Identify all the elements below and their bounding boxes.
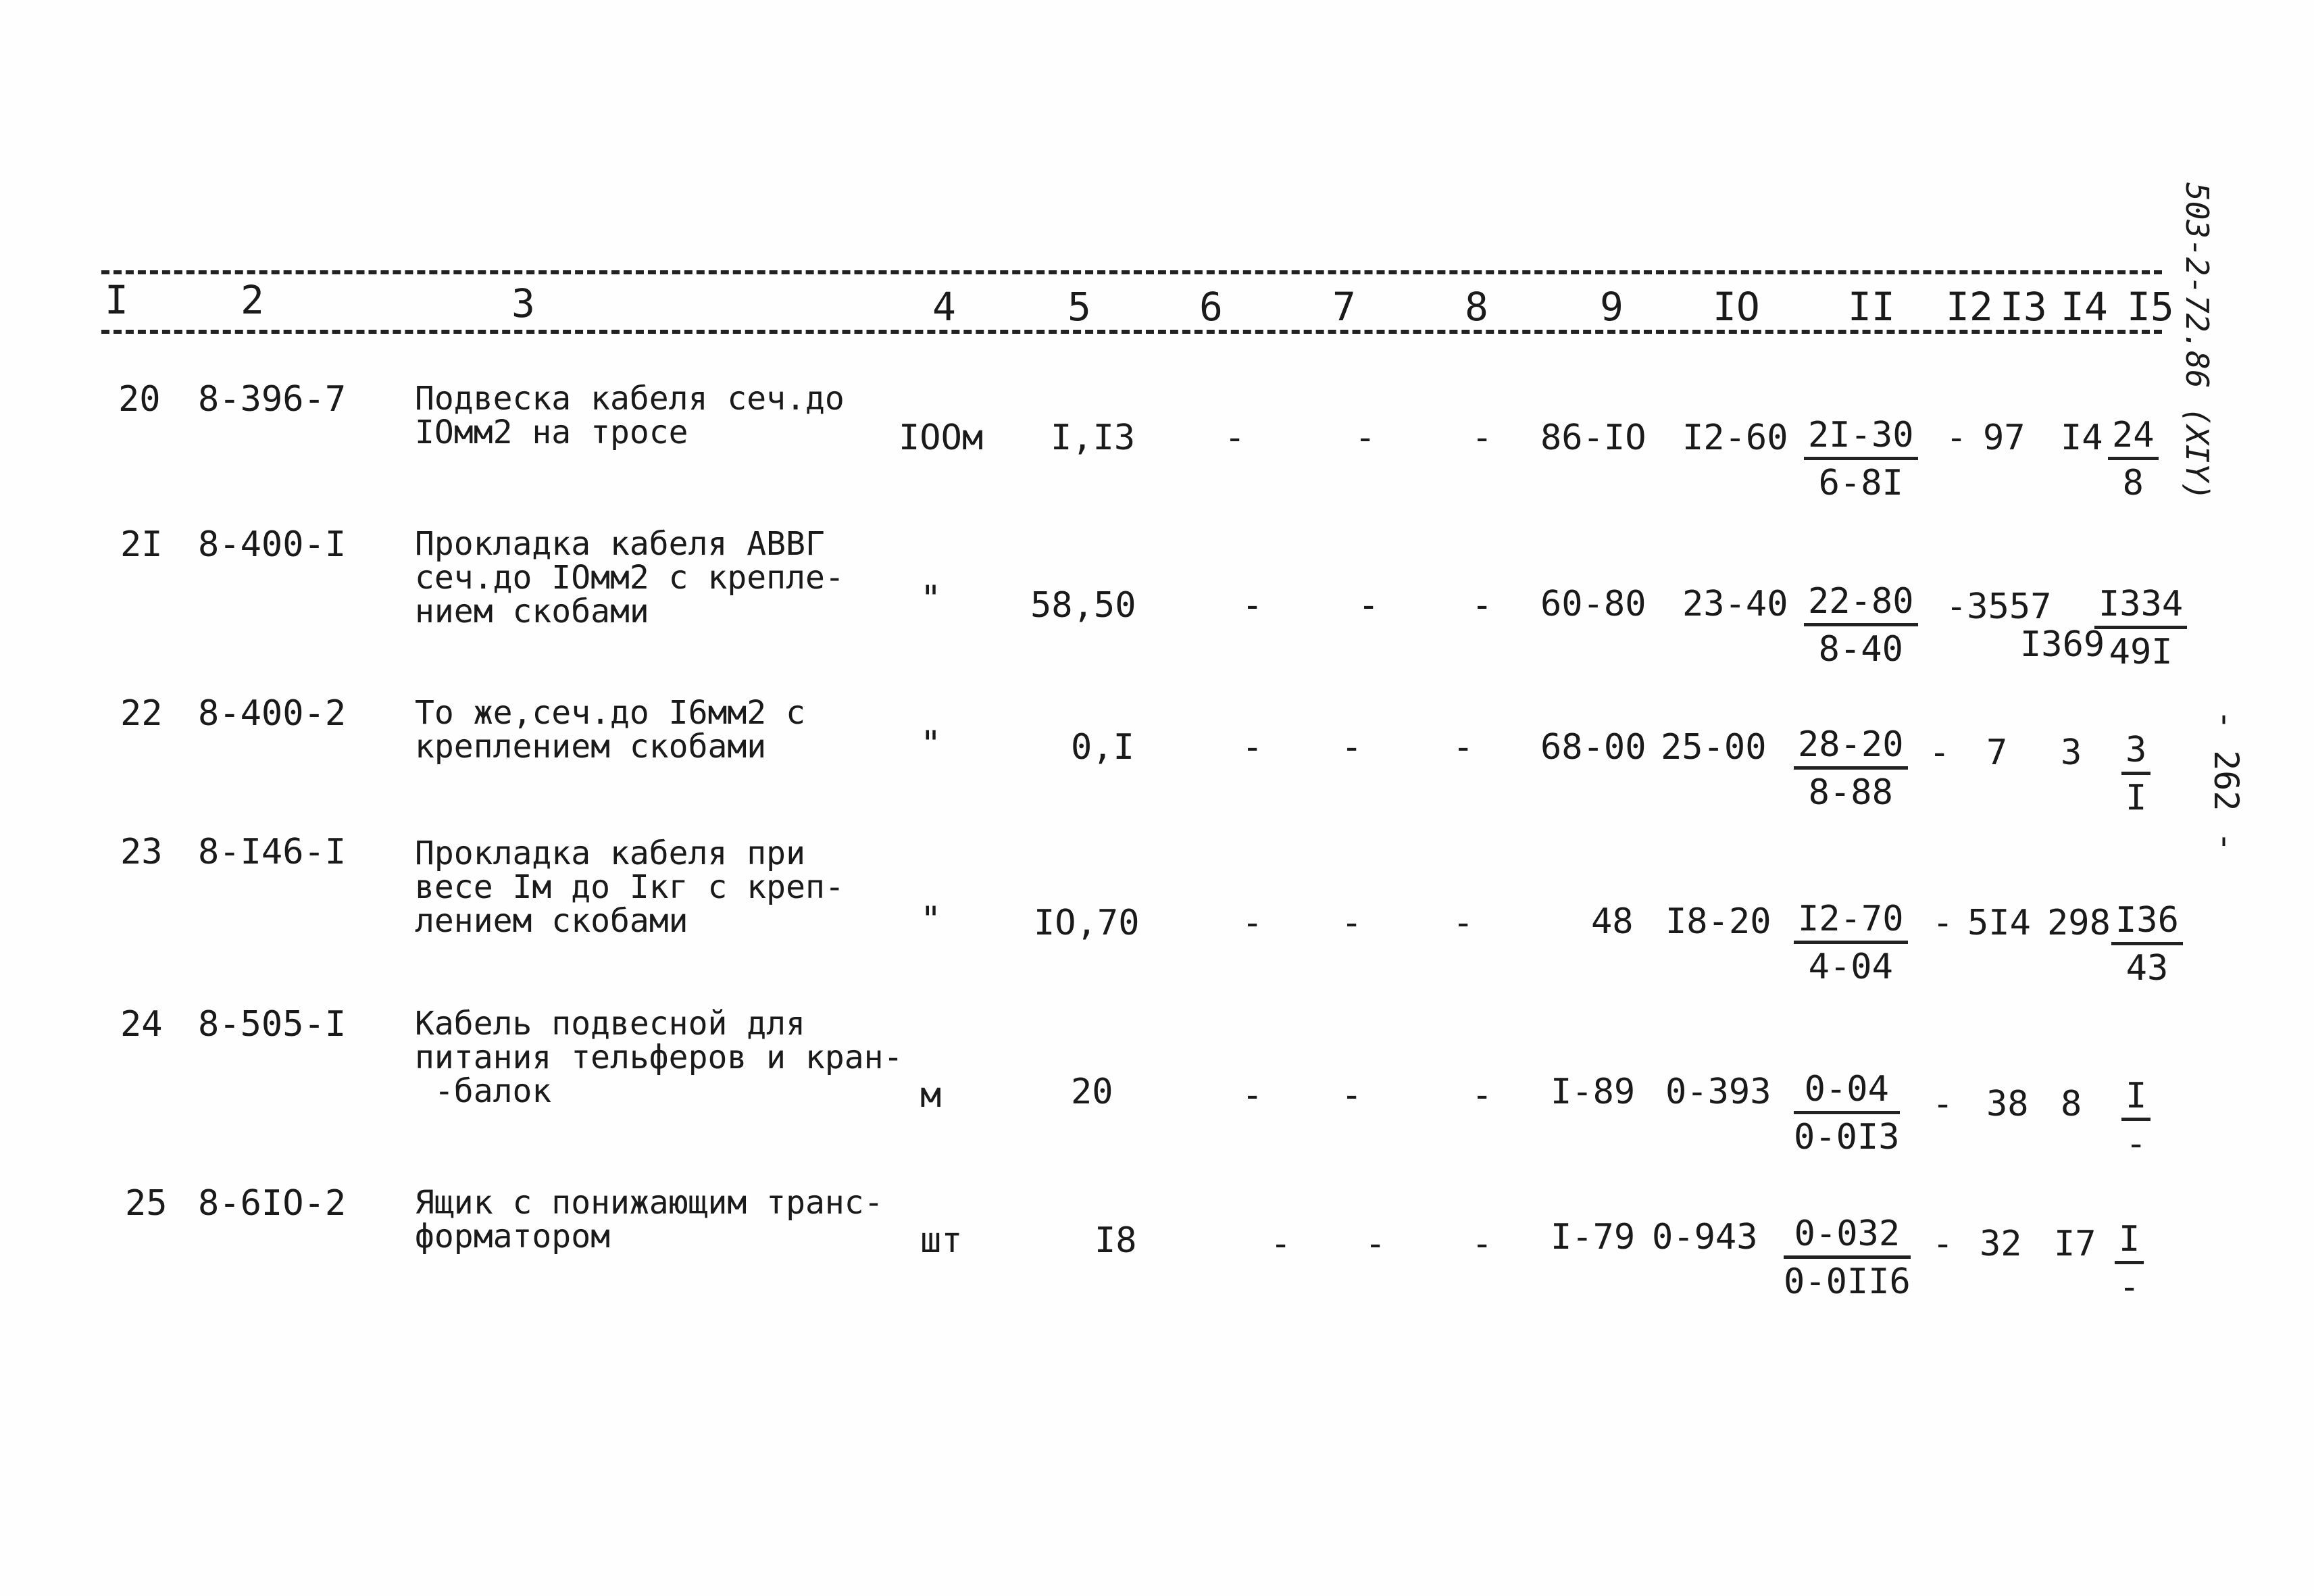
row-number: 20 [118,379,161,420]
col-15-denominator: - [2119,1267,2140,1307]
col-13-value: I369 [2020,624,2105,665]
col-header-5: 5 [1067,284,1091,330]
work-description: Прокладка кабеля при весе Iм до Iкг с креп- лением скобами [415,834,845,940]
quantity: IO,70 [1034,903,1140,943]
col-12-value: - [1946,418,1967,458]
col-8-value: - [1472,418,1493,458]
col-header-15: I5 [2127,284,2174,330]
header-bottom-rule [101,330,2162,334]
col-13-value: 7 [1986,732,2008,773]
col-7-value: - [1358,585,1380,626]
col-8-value: - [1472,585,1493,626]
price-code: 8-400-I [198,524,347,565]
col-6-value: - [1242,903,1263,943]
col-header-12: I2 [1946,284,1993,330]
col-9-value: I-89 [1551,1072,1636,1112]
price-code: 8-505-I [198,1004,347,1045]
col-6-value: - [1224,418,1246,458]
col-11-numerator: 22-80 [1804,584,1918,626]
col-9-value: 48 [1591,901,1634,942]
col-9-value: 60-80 [1540,584,1646,624]
col-11-fraction [1784,1214,1911,1302]
col-12-value: - [1929,732,1951,773]
col-8-value: - [1453,727,1474,768]
col-15-fraction [2121,1078,2150,1162]
quantity: 58,50 [1030,585,1136,626]
col-11-denominator: 8-88 [1808,772,1893,813]
col-11-fraction [1794,724,1908,813]
price-code: 8-400-2 [198,693,347,734]
col-header-1: I [105,277,128,323]
col-14-value: 3 [2061,732,2082,773]
col-header-11: II [1848,284,1895,330]
col-header-2: 2 [241,277,264,323]
col-12-value: -3557 [1946,587,2052,627]
col-10-value: 23-40 [1682,584,1788,624]
col-header-10: IO [1713,284,1760,330]
row-number: 2I [120,524,163,565]
col-11-denominator: 0-0II6 [1784,1262,1911,1302]
col-15-fraction [2094,584,2187,672]
col-10-value: 25-00 [1661,727,1767,768]
quantity: I,I3 [1051,418,1136,458]
col-9-value: 68-00 [1540,727,1646,768]
col-15-numerator: I36 [2111,903,2183,945]
col-7-value: - [1355,418,1376,458]
col-11-fraction [1804,415,1918,503]
col-header-6: 6 [1199,284,1223,330]
quantity: 20 [1071,1072,1113,1112]
col-11-numerator: 0-032 [1784,1216,1911,1259]
col-header-14: I4 [2061,284,2108,330]
row-number: 23 [120,832,163,872]
col-11-fraction [1794,899,1908,987]
col-15-fraction [2115,1219,2144,1307]
col-7-value: - [1341,903,1363,943]
col-7-value: - [1341,727,1363,768]
col-15-fraction [2111,900,2183,989]
col-11-denominator: 4-04 [1808,947,1893,987]
col-7-value: - [1341,1075,1363,1116]
col-14-value: I7 [2054,1224,2096,1264]
col-15-numerator: I [2115,1222,2144,1264]
col-12-value: - [1932,903,1954,943]
document-code: 503-2-72.86 (XIY) [2179,182,2215,501]
col-8-value: - [1472,1224,1493,1264]
col-7-value: - [1365,1224,1386,1264]
col-11-fraction [1794,1069,1900,1157]
col-header-4: 4 [932,284,956,330]
col-15-fraction [2108,415,2159,503]
col-11-numerator: 2I-30 [1804,418,1918,460]
col-8-value: - [1472,1075,1493,1116]
col-15-fraction [2121,732,2150,816]
col-header-7: 7 [1332,284,1356,330]
work-description: Кабель подвесной для питания тельферов и кран- -балок [415,1005,903,1110]
col-15-denominator: I [2126,778,2147,818]
quantity: I8 [1095,1220,1137,1261]
unit: IOOм [899,418,984,458]
price-code: 8-I46-I [198,832,347,872]
col-9-value: I-79 [1551,1217,1636,1257]
col-14-value: 8 [2061,1084,2082,1124]
row-number: 24 [120,1004,163,1045]
col-10-value: 0-393 [1665,1072,1771,1112]
col-11-numerator: I2-70 [1794,901,1908,944]
unit: " [920,899,942,940]
work-description: Подвеска кабеля сеч.до IOмм2 на тросе [415,380,845,451]
col-header-9: 9 [1600,284,1624,330]
col-6-value: - [1270,1224,1292,1264]
unit: шт [920,1220,963,1261]
col-11-denominator: 6-8I [1818,463,1903,503]
col-11-denominator: 8-40 [1818,629,1903,670]
col-13-value: 5I4 [1967,903,2031,943]
col-15-denominator: 8 [2122,463,2144,503]
price-code: 8-6IO-2 [198,1183,347,1224]
work-description: То же,сеч.до I6мм2 с креплением скобами [415,694,805,766]
row-number: 25 [125,1183,168,1224]
unit: " [920,724,942,764]
row-number: 22 [120,693,163,734]
col-6-value: - [1242,585,1263,626]
col-10-value: I2-60 [1682,418,1788,458]
quantity: 0,I [1071,727,1134,768]
col-15-denominator: - [2126,1124,2147,1164]
price-code: 8-396-7 [198,379,347,420]
unit: " [920,578,942,619]
col-15-numerator: I334 [2094,587,2187,629]
col-13-value: 32 [1980,1224,2022,1264]
col-10-value: I8-20 [1665,901,1771,942]
col-header-8: 8 [1465,284,1488,330]
col-12-value: - [1932,1224,1954,1264]
page-number: - 262 - [2207,709,2246,852]
col-12-value: - [1932,1084,1954,1124]
work-description: Прокладка кабеля АВВГ сеч.до IOмм2 с крепле- нием скобами [415,525,845,630]
col-15-numerator: 24 [2108,418,2159,460]
work-description: Ящик с понижающим транс- форматором [415,1184,884,1255]
col-10-value: 0-943 [1652,1217,1758,1257]
unit: м [920,1075,942,1116]
col-6-value: - [1242,727,1263,768]
col-8-value: - [1453,903,1474,943]
col-11-numerator: 0-04 [1794,1072,1900,1114]
col-13-value: 97 [1983,418,2026,458]
col-15-numerator: I [2121,1078,2150,1121]
col-14-value: 298 [2047,903,2111,943]
col-13-value: 38 [1986,1084,2029,1124]
col-15-denominator: 49I [2109,632,2173,672]
col-9-value: 86-IO [1540,418,1646,458]
col-11-numerator: 28-20 [1794,727,1908,770]
col-11-denominator: 0-0I3 [1794,1117,1900,1157]
col-15-denominator: 43 [2126,948,2169,989]
col-header-3: 3 [511,280,535,326]
col-header-13: I3 [2000,284,2047,330]
col-14-value: I4 [2061,418,2103,458]
col-6-value: - [1242,1075,1263,1116]
col-15-numerator: 3 [2121,732,2150,775]
header-top-rule [101,270,2162,274]
col-11-fraction [1804,581,1918,670]
